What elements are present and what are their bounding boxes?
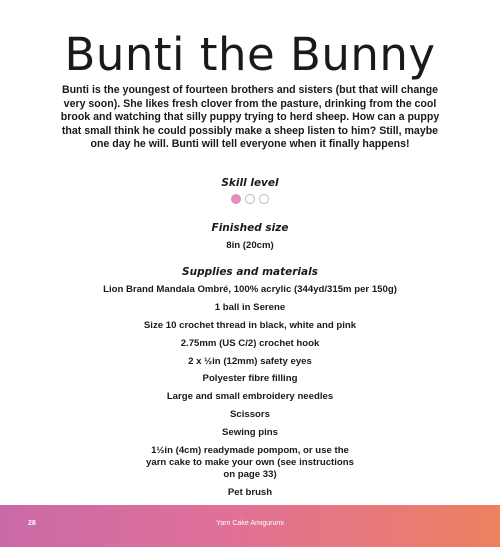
- supply-item: 2 x ½in (12mm) safety eyes: [188, 355, 312, 367]
- page-number: 28: [28, 520, 36, 527]
- skill-dot-2: [245, 194, 255, 204]
- supply-item: Size 10 crochet thread in black, white and pink: [143, 319, 357, 331]
- supply-item: Polyester fibre filling: [202, 373, 298, 385]
- finished-size-heading: Finished size: [211, 222, 289, 234]
- supply-item: 1 ball in Serene: [214, 301, 286, 313]
- page-title: Bunti the Bunny: [64, 28, 436, 81]
- supply-item: 2.75mm (US C/2) crochet hook: [180, 337, 320, 349]
- running-footer-title: Yarn Cake Amigurumi: [216, 520, 284, 527]
- supply-item: Pet brush: [227, 486, 273, 498]
- skill-level-rating: [0, 194, 500, 204]
- supply-item: Sewing pins: [222, 427, 278, 439]
- skill-dot-1: [231, 194, 241, 204]
- intro-paragraph: Bunti is the youngest of fourteen brothers and sisters (but that will change very soon). She likes fresh clover from the pasture, drinking from the cool brook and watching that silly puppy trying to herd sheep. How can a puppy that small think he could possibly make a sheep listen to him? Still, maybe one day he will. Bunti will tell everyone when it finally happens!: [60, 84, 440, 151]
- supply-item: 1½in (4cm) readymade pompom, or use the yarn cake to make your own (see instructions on page 33): [146, 445, 354, 481]
- supplies-list: [0, 284, 500, 505]
- supply-item: Scissors: [229, 409, 270, 421]
- supply-item: Large and small embroidery needles: [166, 391, 334, 403]
- skill-level-heading: Skill level: [221, 177, 279, 189]
- skill-dot-3: [259, 194, 269, 204]
- supplies-heading: Supplies and materials: [182, 266, 318, 278]
- finished-size-value: 8in (20cm): [226, 240, 274, 251]
- supply-item: Lion Brand Mandala Ombré, 100% acrylic (344yd/315m per 150g): [103, 284, 397, 295]
